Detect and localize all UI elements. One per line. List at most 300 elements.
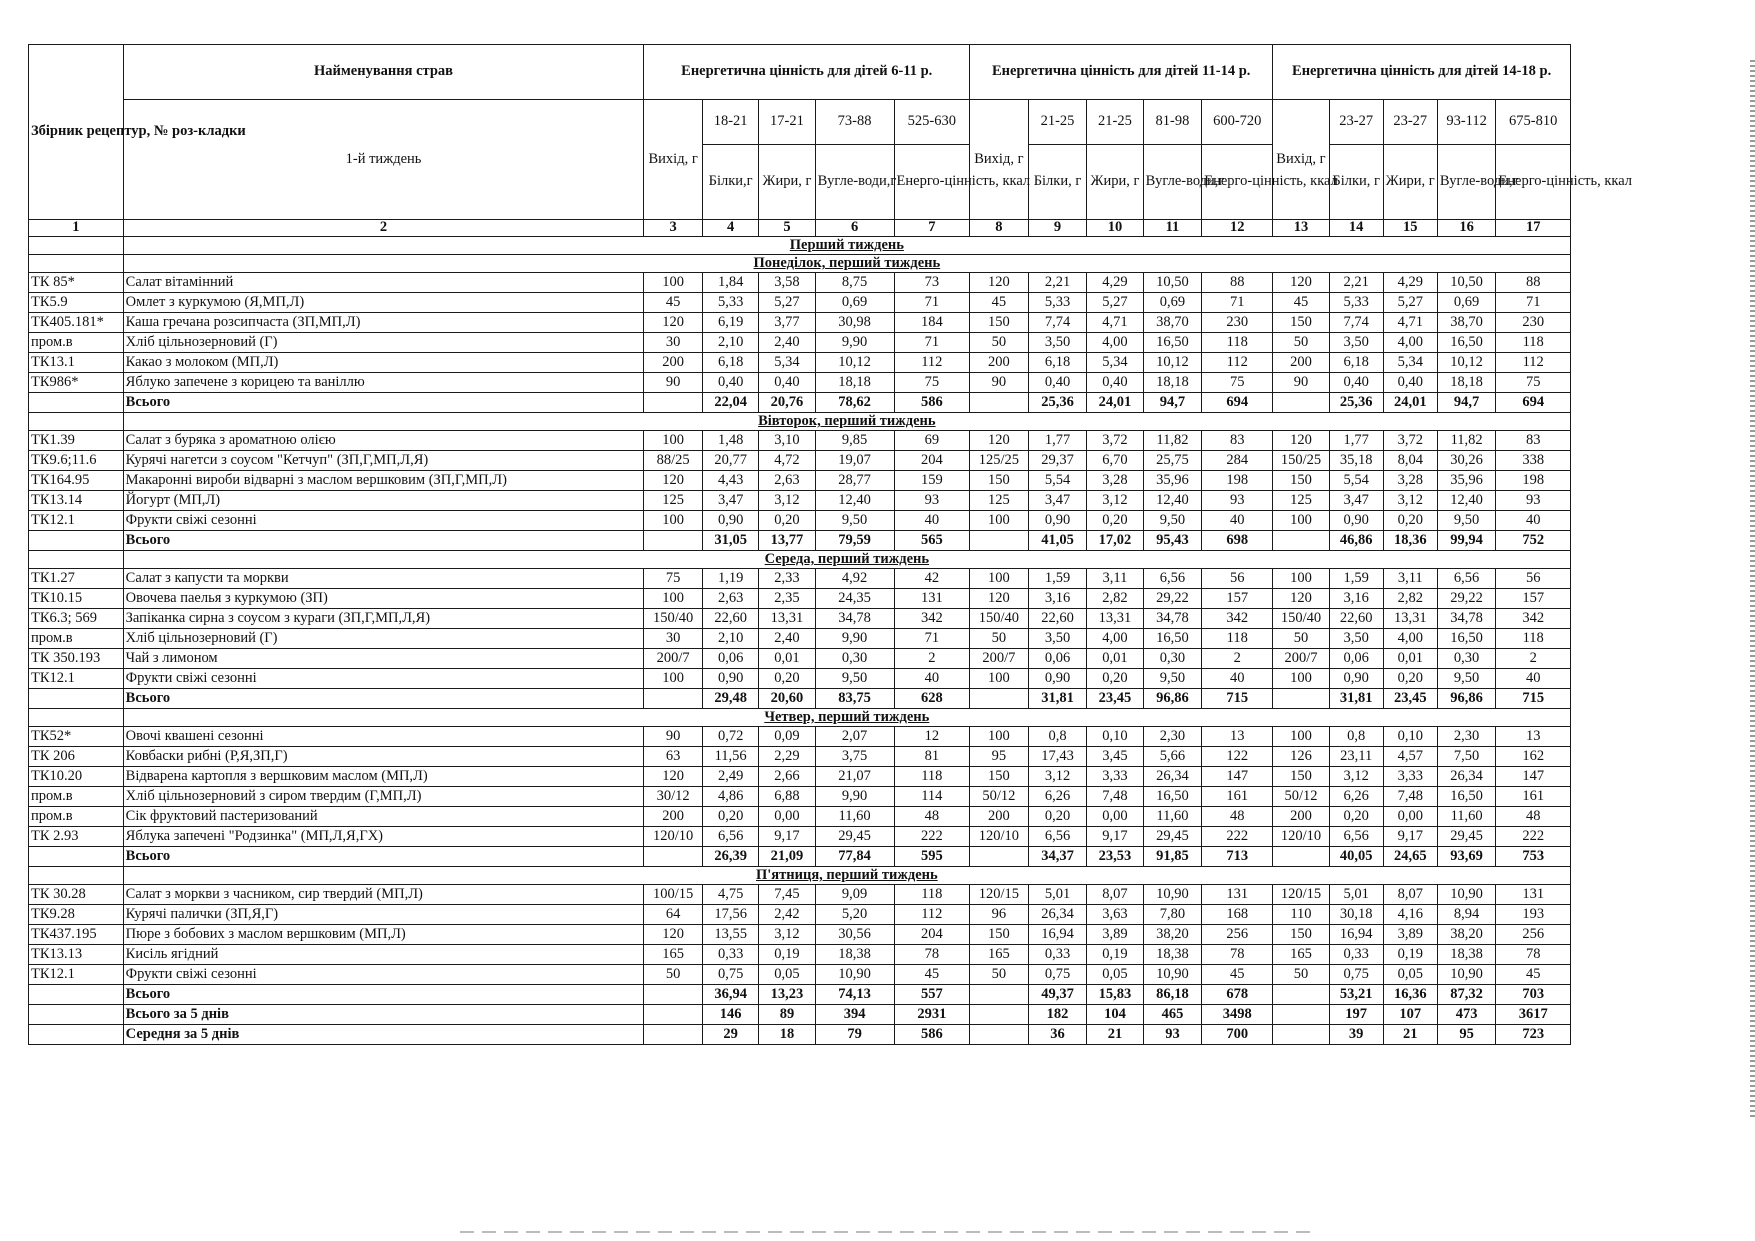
value-cell: 222 (1202, 827, 1273, 847)
value-cell: 2,42 (759, 905, 815, 925)
value-cell: 120 (970, 589, 1029, 609)
recipe-code: ТК 85* (29, 273, 124, 293)
value-cell: 3,47 (1028, 491, 1087, 511)
table-row (29, 293, 1571, 313)
value-cell: 0,06 (702, 649, 758, 669)
value-cell: 0,69 (815, 293, 894, 313)
value-cell: 50 (970, 629, 1029, 649)
value-cell: 157 (1496, 589, 1571, 609)
value-cell: 29,45 (815, 827, 894, 847)
value-cell: 0,33 (702, 945, 758, 965)
dish-name: Пюре з бобових з маслом вершковим (МП,Л) (123, 925, 644, 945)
value-cell: 3,50 (1028, 629, 1087, 649)
value-cell: 120 (644, 767, 703, 787)
summary-value-cell (644, 1005, 703, 1025)
value-cell: 0,90 (1028, 511, 1087, 531)
value-cell: 5,34 (1383, 353, 1437, 373)
value-cell: 165 (1273, 945, 1329, 965)
recipe-code: ТК10.15 (29, 589, 124, 609)
column-number-cell: 17 (1496, 220, 1571, 237)
value-cell: 25,75 (1143, 451, 1202, 471)
value-cell: 45 (894, 965, 970, 985)
value-cell: 100 (1273, 727, 1329, 747)
value-cell: 0,05 (1087, 965, 1143, 985)
table-row (29, 827, 1571, 847)
value-cell: 198 (1496, 471, 1571, 491)
recipe-code: ТК6.3; 569 (29, 609, 124, 629)
value-cell: 100 (644, 273, 703, 293)
summary-value-cell: 3498 (1202, 1005, 1273, 1025)
value-cell: 16,94 (1028, 925, 1087, 945)
range-cell: 18-21 (702, 100, 758, 145)
value-cell: 0,30 (1143, 649, 1202, 669)
value-cell: 16,50 (1143, 787, 1202, 807)
week-label-header: 1-й тиждень (123, 100, 644, 220)
table-row (29, 313, 1571, 333)
value-cell: 2,82 (1383, 589, 1437, 609)
summary-row (29, 1025, 1571, 1045)
total-value-cell (1273, 531, 1329, 551)
value-cell: 5,34 (1087, 353, 1143, 373)
group-header-6-11: Енергетична цінність для дітей 6-11 р. (644, 45, 970, 100)
value-cell: 24,35 (815, 589, 894, 609)
value-cell: 200 (644, 353, 703, 373)
value-cell: 165 (644, 945, 703, 965)
total-value-cell: 34,37 (1028, 847, 1087, 867)
value-cell: 0,20 (1383, 511, 1437, 531)
table-row (29, 767, 1571, 787)
value-cell: 120/10 (970, 827, 1029, 847)
value-cell: 17,56 (702, 905, 758, 925)
total-value-cell: 31,81 (1028, 689, 1087, 709)
value-cell: 0,40 (702, 373, 758, 393)
total-value-cell: 46,86 (1329, 531, 1383, 551)
empty-cell (29, 1025, 124, 1045)
value-cell: 6,56 (1329, 827, 1383, 847)
value-cell: 112 (1496, 353, 1571, 373)
value-cell: 45 (644, 293, 703, 313)
value-cell: 120 (970, 273, 1029, 293)
value-cell: 88 (1202, 273, 1273, 293)
value-cell: 8,04 (1383, 451, 1437, 471)
dish-name: Відварена картопля з вершковим маслом (МП,Л) (123, 767, 644, 787)
value-cell: 342 (1496, 609, 1571, 629)
summary-value-cell: 107 (1383, 1005, 1437, 1025)
value-cell: 1,48 (702, 431, 758, 451)
value-cell: 120/15 (1273, 885, 1329, 905)
total-label: Всього (123, 393, 644, 413)
value-cell: 3,28 (1087, 471, 1143, 491)
total-value-cell: 595 (894, 847, 970, 867)
recipe-code: ТК13.1 (29, 353, 124, 373)
value-cell: 40 (1202, 511, 1273, 531)
value-cell: 6,18 (1028, 353, 1087, 373)
dish-name: Салат з буряка з ароматною олією (123, 431, 644, 451)
value-cell: 0,33 (1329, 945, 1383, 965)
value-cell: 0,75 (702, 965, 758, 985)
value-cell: 122 (1202, 747, 1273, 767)
value-cell: 0,10 (1087, 727, 1143, 747)
value-cell: 4,00 (1383, 629, 1437, 649)
value-cell: 184 (894, 313, 970, 333)
value-cell: 1,19 (702, 569, 758, 589)
value-cell: 88/25 (644, 451, 703, 471)
column-number-cell: 3 (644, 220, 703, 237)
value-cell: 9,50 (1143, 511, 1202, 531)
summary-value-cell (970, 1005, 1029, 1025)
yield-header-1: Вихід, г (644, 100, 703, 220)
unit-cell: Енерго-цінність, ккал (1496, 145, 1571, 220)
value-cell: 71 (1496, 293, 1571, 313)
value-cell: 8,07 (1383, 885, 1437, 905)
recipe-code: ТК986* (29, 373, 124, 393)
value-cell: 131 (1202, 885, 1273, 905)
value-cell: 100 (1273, 669, 1329, 689)
value-cell: 10,12 (815, 353, 894, 373)
value-cell: 18,18 (815, 373, 894, 393)
value-cell: 11,82 (1143, 431, 1202, 451)
value-cell: 13,31 (1383, 609, 1437, 629)
value-cell: 4,92 (815, 569, 894, 589)
recipe-code: ТК1.39 (29, 431, 124, 451)
summary-label: Всього за 5 днів (123, 1005, 644, 1025)
total-value-cell: 95,43 (1143, 531, 1202, 551)
total-label: Всього (123, 689, 644, 709)
dish-name: Фрукти свіжі сезонні (123, 511, 644, 531)
value-cell: 2,29 (759, 747, 815, 767)
total-value-cell: 753 (1496, 847, 1571, 867)
unit-cell: Енерго-цінність, ккал (894, 145, 970, 220)
value-cell: 2,21 (1028, 273, 1087, 293)
total-value-cell: 99,94 (1437, 531, 1496, 551)
value-cell: 7,80 (1143, 905, 1202, 925)
unit-cell: Вугле-води,г (1437, 145, 1496, 220)
value-cell: 3,11 (1087, 569, 1143, 589)
value-cell: 4,72 (759, 451, 815, 471)
value-cell: 125 (644, 491, 703, 511)
value-cell: 48 (894, 807, 970, 827)
value-cell: 35,96 (1143, 471, 1202, 491)
value-cell: 13 (1202, 727, 1273, 747)
total-value-cell: 53,21 (1329, 985, 1383, 1005)
total-value-cell: 86,18 (1143, 985, 1202, 1005)
value-cell: 0,05 (759, 965, 815, 985)
value-cell: 9,17 (1383, 827, 1437, 847)
value-cell: 5,01 (1329, 885, 1383, 905)
value-cell: 29,22 (1143, 589, 1202, 609)
summary-value-cell (644, 1025, 703, 1045)
value-cell: 34,78 (1143, 609, 1202, 629)
unit-cell: Вугле-води,г (1143, 145, 1202, 220)
total-value-cell: 628 (894, 689, 970, 709)
value-cell: 2,33 (759, 569, 815, 589)
value-cell: 126 (1273, 747, 1329, 767)
value-cell: 284 (1202, 451, 1273, 471)
summary-value-cell: 465 (1143, 1005, 1202, 1025)
value-cell: 110 (1273, 905, 1329, 925)
column-number-cell: 11 (1143, 220, 1202, 237)
table-row (29, 905, 1571, 925)
empty-cell (29, 393, 124, 413)
section-title: Четвер, перший тиждень (764, 708, 930, 725)
value-cell: 0,19 (1383, 945, 1437, 965)
total-value-cell: 21,09 (759, 847, 815, 867)
value-cell: 3,28 (1383, 471, 1437, 491)
value-cell: 150 (970, 925, 1029, 945)
summary-value-cell: 723 (1496, 1025, 1571, 1045)
value-cell: 18,38 (1143, 945, 1202, 965)
value-cell: 0,19 (1087, 945, 1143, 965)
total-value-cell: 18,36 (1383, 531, 1437, 551)
day-title-row-cell (123, 867, 1570, 885)
value-cell: 5,54 (1028, 471, 1087, 491)
value-cell: 159 (894, 471, 970, 491)
value-cell: 13 (1496, 727, 1571, 747)
value-cell: 78 (894, 945, 970, 965)
value-cell: 2 (1496, 649, 1571, 669)
value-cell: 3,12 (1028, 767, 1087, 787)
value-cell: 75 (1496, 373, 1571, 393)
value-cell: 10,90 (1143, 965, 1202, 985)
summary-value-cell: 473 (1437, 1005, 1496, 1025)
total-value-cell (970, 689, 1029, 709)
summary-value-cell (970, 1025, 1029, 1045)
table-row (29, 451, 1571, 471)
dish-name: Йогурт (МП,Л) (123, 491, 644, 511)
value-cell: 6,26 (1329, 787, 1383, 807)
value-cell: 125 (1273, 491, 1329, 511)
value-cell: 75 (644, 569, 703, 589)
value-cell: 0,00 (1383, 807, 1437, 827)
unit-cell: Білки, г (1028, 145, 1087, 220)
value-cell: 112 (894, 353, 970, 373)
value-cell: 0,20 (759, 669, 815, 689)
total-value-cell: 694 (1202, 393, 1273, 413)
value-cell: 9,50 (1437, 669, 1496, 689)
summary-value-cell: 197 (1329, 1005, 1383, 1025)
column-number-cell: 5 (759, 220, 815, 237)
value-cell: 3,75 (815, 747, 894, 767)
value-cell: 30 (644, 333, 703, 353)
value-cell: 40 (894, 511, 970, 531)
value-cell: 10,90 (1143, 885, 1202, 905)
value-cell: 11,60 (1143, 807, 1202, 827)
value-cell: 38,70 (1437, 313, 1496, 333)
value-cell: 114 (894, 787, 970, 807)
value-cell: 11,60 (815, 807, 894, 827)
value-cell: 40 (894, 669, 970, 689)
value-cell: 0,20 (759, 511, 815, 531)
dish-name: Макаронні вироби відварні з маслом вершковим (ЗП,Г,МП,Л) (123, 471, 644, 491)
recipe-code: ТК5.9 (29, 293, 124, 313)
value-cell: 0,19 (759, 945, 815, 965)
column-number-cell: 8 (970, 220, 1029, 237)
value-cell: 200 (644, 807, 703, 827)
summary-value-cell: 3617 (1496, 1005, 1571, 1025)
summary-value-cell: 93 (1143, 1025, 1202, 1045)
unit-cell: Білки, г (1329, 145, 1383, 220)
value-cell: 200/7 (970, 649, 1029, 669)
value-cell: 118 (1496, 333, 1571, 353)
range-cell: 675-810 (1496, 100, 1571, 145)
value-cell: 4,16 (1383, 905, 1437, 925)
value-cell: 230 (1202, 313, 1273, 333)
value-cell: 40 (1202, 669, 1273, 689)
value-cell: 5,01 (1028, 885, 1087, 905)
value-cell: 4,00 (1383, 333, 1437, 353)
value-cell: 2 (894, 649, 970, 669)
value-cell: 2,63 (702, 589, 758, 609)
value-cell: 120 (644, 313, 703, 333)
menu-body (29, 237, 1571, 1045)
value-cell: 0,30 (815, 649, 894, 669)
value-cell: 3,10 (759, 431, 815, 451)
value-cell: 8,94 (1437, 905, 1496, 925)
value-cell: 50 (644, 965, 703, 985)
value-cell: 0,20 (702, 807, 758, 827)
table-row (29, 589, 1571, 609)
value-cell: 9,90 (815, 629, 894, 649)
total-value-cell (1273, 393, 1329, 413)
value-cell: 161 (1202, 787, 1273, 807)
column-number-cell: 16 (1437, 220, 1496, 237)
total-value-cell: 20,76 (759, 393, 815, 413)
total-value-cell (1273, 847, 1329, 867)
value-cell: 30,26 (1437, 451, 1496, 471)
dish-name: Овочева паелья з куркумою (ЗП) (123, 589, 644, 609)
value-cell: 16,50 (1437, 787, 1496, 807)
unit-cell: Білки,г (702, 145, 758, 220)
value-cell: 10,50 (1143, 273, 1202, 293)
value-cell: 17,43 (1028, 747, 1087, 767)
value-cell: 0,40 (1028, 373, 1087, 393)
value-cell: 69 (894, 431, 970, 451)
value-cell: 3,89 (1383, 925, 1437, 945)
value-cell: 162 (1496, 747, 1571, 767)
value-cell: 10,50 (1437, 273, 1496, 293)
value-cell: 78 (1496, 945, 1571, 965)
total-value-cell: 752 (1496, 531, 1571, 551)
value-cell: 93 (1202, 491, 1273, 511)
column-number-cell: 13 (1273, 220, 1329, 237)
value-cell: 3,12 (1087, 491, 1143, 511)
value-cell: 2,10 (702, 629, 758, 649)
yield-header-2: Вихід, г (970, 100, 1029, 220)
range-cell: 600-720 (1202, 100, 1273, 145)
column-number-cell: 14 (1329, 220, 1383, 237)
value-cell: 13,55 (702, 925, 758, 945)
table-row (29, 471, 1571, 491)
value-cell: 338 (1496, 451, 1571, 471)
value-cell: 5,33 (702, 293, 758, 313)
value-cell: 6,19 (702, 313, 758, 333)
value-cell: 0,01 (1087, 649, 1143, 669)
total-value-cell: 24,65 (1383, 847, 1437, 867)
day-total-row (29, 689, 1571, 709)
value-cell: 7,74 (1329, 313, 1383, 333)
value-cell: 18,38 (815, 945, 894, 965)
column-number-cell: 1 (29, 220, 124, 237)
empty-cell (29, 689, 124, 709)
value-cell: 26,34 (1437, 767, 1496, 787)
value-cell: 1,84 (702, 273, 758, 293)
value-cell: 12,40 (1437, 491, 1496, 511)
value-cell: 120/10 (1273, 827, 1329, 847)
summary-value-cell: 104 (1087, 1005, 1143, 1025)
value-cell: 2,63 (759, 471, 815, 491)
value-cell: 0,40 (1329, 373, 1383, 393)
total-value-cell: 49,37 (1028, 985, 1087, 1005)
recipe-code: ТК12.1 (29, 669, 124, 689)
recipe-code: ТК13.13 (29, 945, 124, 965)
total-value-cell: 26,39 (702, 847, 758, 867)
value-cell: 0,40 (1383, 373, 1437, 393)
total-value-cell: 23,45 (1383, 689, 1437, 709)
value-cell: 120 (970, 431, 1029, 451)
table-row (29, 787, 1571, 807)
value-cell: 6,56 (1028, 827, 1087, 847)
dish-name: Омлет з куркумою (Я,МП,Л) (123, 293, 644, 313)
range-cell: 81-98 (1143, 100, 1202, 145)
column-number-cell: 12 (1202, 220, 1273, 237)
unit-cell: Вугле-води,г (815, 145, 894, 220)
summary-value-cell: 89 (759, 1005, 815, 1025)
day-title-row (29, 255, 1571, 273)
value-cell: 7,48 (1383, 787, 1437, 807)
range-cell: 23-27 (1383, 100, 1437, 145)
table-row (29, 965, 1571, 985)
value-cell: 120 (1273, 589, 1329, 609)
value-cell: 118 (894, 767, 970, 787)
table-row (29, 727, 1571, 747)
total-value-cell: 40,05 (1329, 847, 1383, 867)
total-value-cell (644, 847, 703, 867)
value-cell: 3,12 (759, 925, 815, 945)
recipe-code: пром.в (29, 333, 124, 353)
total-value-cell: 13,23 (759, 985, 815, 1005)
empty-cell (29, 237, 124, 255)
value-cell: 5,27 (759, 293, 815, 313)
value-cell: 200 (970, 807, 1029, 827)
total-value-cell: 557 (894, 985, 970, 1005)
value-cell: 0,06 (1329, 649, 1383, 669)
unit-cell: Енерго-цінність, ккал (1202, 145, 1273, 220)
value-cell: 3,63 (1087, 905, 1143, 925)
value-cell: 0,33 (1028, 945, 1087, 965)
summary-value-cell: 21 (1383, 1025, 1437, 1045)
total-value-cell: 23,53 (1087, 847, 1143, 867)
recipe-code: ТК164.95 (29, 471, 124, 491)
value-cell: 48 (1202, 807, 1273, 827)
value-cell: 16,50 (1143, 333, 1202, 353)
value-cell: 29,45 (1437, 827, 1496, 847)
range-cell: 23-27 (1329, 100, 1383, 145)
empty-cell (29, 551, 124, 569)
value-cell: 4,75 (702, 885, 758, 905)
value-cell: 34,78 (1437, 609, 1496, 629)
value-cell: 35,96 (1437, 471, 1496, 491)
total-value-cell: 16,36 (1383, 985, 1437, 1005)
recipe-code: ТК9.6;11.6 (29, 451, 124, 471)
value-cell: 131 (1496, 885, 1571, 905)
total-value-cell: 31,05 (702, 531, 758, 551)
table-row (29, 569, 1571, 589)
nutrition-menu-document (28, 44, 1633, 1045)
group-header-11-14: Енергетична цінність для дітей 11-14 р. (970, 45, 1273, 100)
value-cell: 40 (1496, 511, 1571, 531)
value-cell: 75 (894, 373, 970, 393)
total-value-cell: 24,01 (1383, 393, 1437, 413)
